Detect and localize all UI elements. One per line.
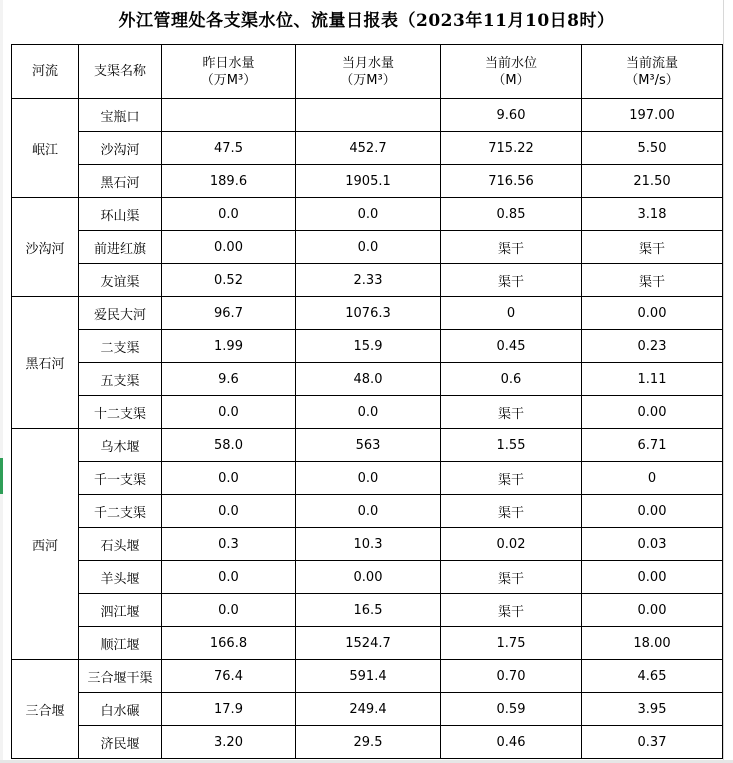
canal-name-cell[interactable]: 前进红旗 xyxy=(79,231,162,264)
month-volume-cell[interactable]: 0.0 xyxy=(296,231,441,264)
header-row xyxy=(12,45,723,99)
header-canal[interactable]: 支渠名称 xyxy=(79,45,162,99)
month-volume-cell[interactable]: 0.0 xyxy=(296,495,441,528)
table-row xyxy=(12,297,723,330)
month-volume-cell[interactable]: 48.0 xyxy=(296,363,441,396)
flow-rate-cell[interactable]: 0.03 xyxy=(582,528,723,561)
water-level-cell[interactable]: 渠干 xyxy=(441,594,582,627)
yesterday-volume-cell[interactable]: 0.0 xyxy=(162,561,296,594)
yesterday-volume-cell[interactable]: 0.0 xyxy=(162,594,296,627)
yesterday-volume-cell[interactable]: 0.0 xyxy=(162,495,296,528)
canal-name-cell[interactable]: 乌木堰 xyxy=(79,429,162,462)
canal-name-cell[interactable]: 十二支渠 xyxy=(79,396,162,429)
table-row xyxy=(12,231,723,264)
flow-rate-cell[interactable]: 渠干 xyxy=(582,231,723,264)
table-row xyxy=(12,429,723,462)
water-level-cell[interactable]: 渠干 xyxy=(441,396,582,429)
month-volume-cell[interactable]: 16.5 xyxy=(296,594,441,627)
yesterday-volume-cell[interactable]: 189.6 xyxy=(162,165,296,198)
flow-rate-cell[interactable]: 3.18 xyxy=(582,198,723,231)
canal-name-cell[interactable]: 济民堰 xyxy=(79,726,162,759)
flow-rate-cell[interactable]: 3.95 xyxy=(582,693,723,726)
flow-rate-cell[interactable]: 0.00 xyxy=(582,594,723,627)
river-cell[interactable]: 岷江 xyxy=(12,99,79,198)
header-level-label: 当前水位 xyxy=(484,55,537,71)
month-volume-cell[interactable]: 2.33 xyxy=(296,264,441,297)
water-level-cell[interactable]: 0 xyxy=(441,297,582,330)
table-row xyxy=(12,363,723,396)
canal-name-cell[interactable]: 爱民大河 xyxy=(79,297,162,330)
flow-rate-cell[interactable]: 1.11 xyxy=(582,363,723,396)
report-title: 外江管理处各支渠水位、流量日报表（2023年11月10日8时） xyxy=(118,11,615,31)
month-volume-cell[interactable]: 1076.3 xyxy=(296,297,441,330)
water-level-cell[interactable]: 渠干 xyxy=(441,561,582,594)
flow-rate-cell[interactable]: 6.71 xyxy=(582,429,723,462)
water-level-cell[interactable]: 1.75 xyxy=(441,627,582,660)
header-month[interactable] xyxy=(296,45,441,99)
table-row xyxy=(12,132,723,165)
header-flow-unit: （M³/s） xyxy=(625,72,679,88)
month-volume-cell[interactable]: 563 xyxy=(296,429,441,462)
flow-rate-cell[interactable]: 0.23 xyxy=(582,330,723,363)
water-level-cell[interactable]: 渠干 xyxy=(441,231,582,264)
canal-name-cell[interactable]: 泗江堰 xyxy=(79,594,162,627)
table-row xyxy=(12,495,723,528)
water-level-cell[interactable]: 渠干 xyxy=(441,462,582,495)
month-volume-cell[interactable]: 1524.7 xyxy=(296,627,441,660)
yesterday-volume-cell[interactable]: 0.0 xyxy=(162,462,296,495)
flow-rate-cell[interactable]: 0.00 xyxy=(582,561,723,594)
flow-rate-cell[interactable]: 0.00 xyxy=(582,396,723,429)
water-level-cell[interactable]: 1.55 xyxy=(441,429,582,462)
flow-rate-cell[interactable]: 0.00 xyxy=(582,495,723,528)
yesterday-volume-cell[interactable]: 166.8 xyxy=(162,627,296,660)
canal-name-cell[interactable]: 三合堰干渠 xyxy=(79,660,162,693)
table-row xyxy=(12,594,723,627)
canal-name-cell[interactable]: 顺江堰 xyxy=(79,627,162,660)
canal-name-cell[interactable]: 黑石河 xyxy=(79,165,162,198)
river-cell[interactable]: 三合堰 xyxy=(12,660,79,759)
flow-rate-cell[interactable]: 0.37 xyxy=(582,726,723,759)
header-flow[interactable] xyxy=(582,45,723,99)
month-volume-cell[interactable]: 1905.1 xyxy=(296,165,441,198)
month-volume-cell[interactable]: 591.4 xyxy=(296,660,441,693)
flow-rate-cell[interactable]: 0.00 xyxy=(582,297,723,330)
river-cell[interactable]: 西河 xyxy=(12,429,79,660)
month-volume-cell[interactable]: 249.4 xyxy=(296,693,441,726)
row-header-strip xyxy=(0,0,3,763)
canal-name-cell[interactable]: 沙沟河 xyxy=(79,132,162,165)
table-row xyxy=(12,627,723,660)
header-level-unit: （M） xyxy=(492,72,530,88)
yesterday-volume-cell[interactable]: 0.52 xyxy=(162,264,296,297)
selected-row-indicator xyxy=(0,458,3,494)
yesterday-volume-cell[interactable]: 3.20 xyxy=(162,726,296,759)
canal-name-cell[interactable]: 五支渠 xyxy=(79,363,162,396)
yesterday-volume-cell[interactable]: 0.0 xyxy=(162,396,296,429)
flow-rate-cell[interactable]: 0 xyxy=(582,462,723,495)
water-level-cell[interactable]: 渠干 xyxy=(441,264,582,297)
canal-name-cell[interactable]: 千二支渠 xyxy=(79,495,162,528)
water-level-cell[interactable]: 715.22 xyxy=(441,132,582,165)
yesterday-volume-cell[interactable]: 96.7 xyxy=(162,297,296,330)
yesterday-volume-cell[interactable]: 17.9 xyxy=(162,693,296,726)
table-row xyxy=(12,99,723,132)
canal-name-cell[interactable]: 宝瓶口 xyxy=(79,99,162,132)
header-month-label: 当月水量 xyxy=(341,55,394,71)
month-volume-cell[interactable]: 0.0 xyxy=(296,198,441,231)
yesterday-volume-cell[interactable]: 0.00 xyxy=(162,231,296,264)
canal-name-cell[interactable]: 二支渠 xyxy=(79,330,162,363)
table-row xyxy=(12,726,723,759)
header-flow-label: 当前流量 xyxy=(625,55,678,71)
yesterday-volume-cell[interactable]: 0.3 xyxy=(162,528,296,561)
yesterday-volume-cell[interactable]: 9.6 xyxy=(162,363,296,396)
canal-name-cell[interactable]: 友谊渠 xyxy=(79,264,162,297)
flow-rate-cell[interactable]: 5.50 xyxy=(582,132,723,165)
month-volume-cell[interactable]: 29.5 xyxy=(296,726,441,759)
yesterday-volume-cell[interactable]: 1.99 xyxy=(162,330,296,363)
header-level[interactable] xyxy=(441,45,582,99)
canal-name-cell[interactable]: 千一支渠 xyxy=(79,462,162,495)
canal-name-cell[interactable]: 石头堰 xyxy=(79,528,162,561)
scrollbar-track[interactable] xyxy=(723,0,733,763)
flow-rate-cell[interactable]: 18.00 xyxy=(582,627,723,660)
header-river[interactable]: 河流 xyxy=(12,45,79,99)
month-volume-cell[interactable] xyxy=(296,99,441,132)
yesterday-volume-cell[interactable] xyxy=(162,99,296,132)
header-yesterday-label: 昨日水量 xyxy=(202,55,255,71)
month-volume-cell[interactable]: 0.0 xyxy=(296,462,441,495)
month-volume-cell[interactable]: 0.00 xyxy=(296,561,441,594)
header-yesterday-unit: （万M³） xyxy=(200,72,257,88)
water-level-cell[interactable]: 0.59 xyxy=(441,693,582,726)
table-row xyxy=(12,264,723,297)
table-row xyxy=(12,198,723,231)
water-level-cell[interactable]: 0.46 xyxy=(441,726,582,759)
month-volume-cell[interactable]: 0.0 xyxy=(296,396,441,429)
table-row xyxy=(12,693,723,726)
canal-name-cell[interactable]: 环山渠 xyxy=(79,198,162,231)
yesterday-volume-cell[interactable]: 47.5 xyxy=(162,132,296,165)
yesterday-volume-cell[interactable]: 76.4 xyxy=(162,660,296,693)
water-level-cell[interactable]: 0.45 xyxy=(441,330,582,363)
table-row xyxy=(12,660,723,693)
header-yesterday[interactable] xyxy=(162,45,296,99)
flow-rate-cell[interactable]: 4.65 xyxy=(582,660,723,693)
water-level-cell[interactable]: 0.70 xyxy=(441,660,582,693)
flow-rate-cell[interactable]: 197.00 xyxy=(582,99,723,132)
water-level-cell[interactable]: 716.56 xyxy=(441,165,582,198)
yesterday-volume-cell[interactable]: 0.0 xyxy=(162,198,296,231)
yesterday-volume-cell[interactable]: 58.0 xyxy=(162,429,296,462)
water-level-cell[interactable]: 9.60 xyxy=(441,99,582,132)
header-month-unit: （万M³） xyxy=(340,72,396,88)
canal-name-cell[interactable]: 白水碾 xyxy=(79,693,162,726)
water-level-cell[interactable]: 渠干 xyxy=(441,495,582,528)
flow-rate-cell[interactable]: 21.50 xyxy=(582,165,723,198)
table-row xyxy=(12,396,723,429)
month-volume-cell[interactable]: 10.3 xyxy=(296,528,441,561)
table-row xyxy=(12,165,723,198)
table-row xyxy=(12,330,723,363)
canal-name-cell[interactable]: 羊头堰 xyxy=(79,561,162,594)
report-table xyxy=(11,44,723,759)
month-volume-cell[interactable]: 452.7 xyxy=(296,132,441,165)
table-row xyxy=(12,561,723,594)
table-row xyxy=(12,528,723,561)
flow-rate-cell[interactable]: 渠干 xyxy=(582,264,723,297)
water-level-cell[interactable]: 0.6 xyxy=(441,363,582,396)
river-cell[interactable]: 沙沟河 xyxy=(12,198,79,297)
water-level-cell[interactable]: 0.85 xyxy=(441,198,582,231)
water-level-cell[interactable]: 0.02 xyxy=(441,528,582,561)
river-cell[interactable]: 黑石河 xyxy=(12,297,79,429)
table-row xyxy=(12,462,723,495)
month-volume-cell[interactable]: 15.9 xyxy=(296,330,441,363)
